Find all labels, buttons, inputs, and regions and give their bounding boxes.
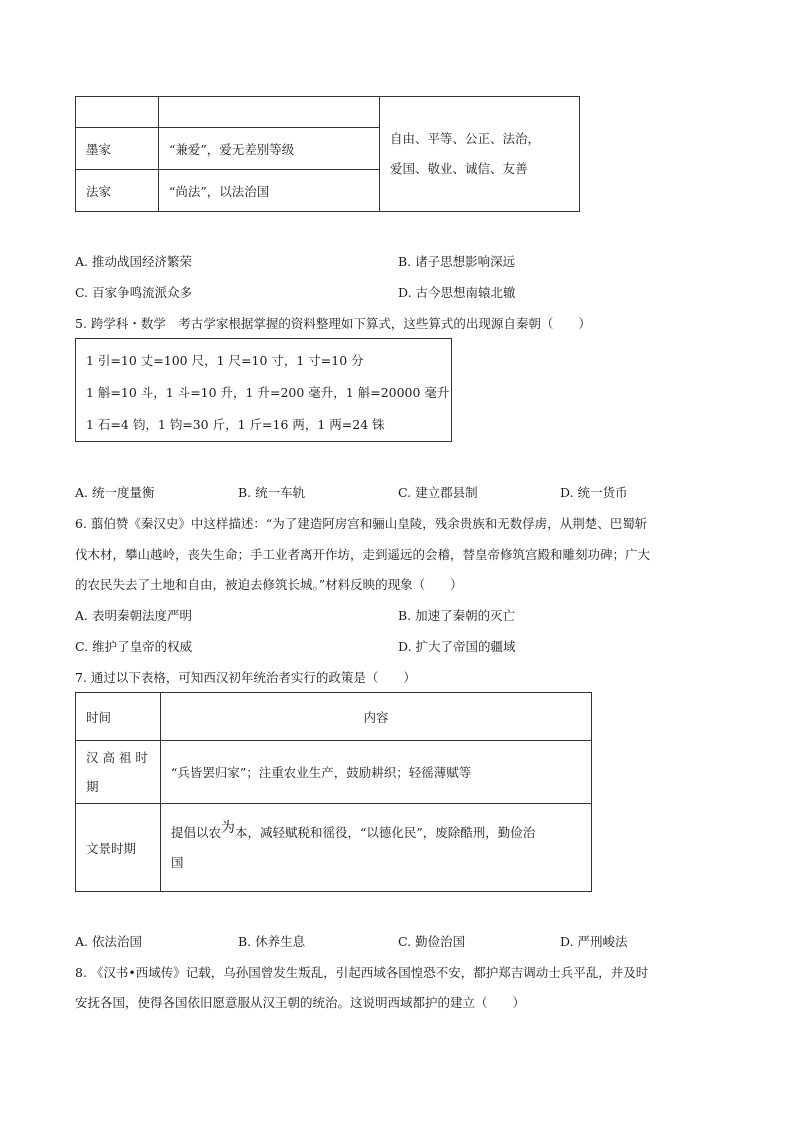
q6-option-b[interactable]: B. 加速了秦朝的灭亡: [398, 608, 516, 623]
q6-option-d[interactable]: D. 扩大了帝国的疆域: [398, 639, 516, 654]
school-idea: “兼爱”，爱无差别等级: [159, 128, 380, 170]
q7-option-b[interactable]: B. 休养生息: [238, 934, 306, 949]
content-raised-char: 为: [221, 820, 236, 836]
q5-stem: 5. 跨学科・数学 考古学家根据掌握的资料整理如下算式，这些算式的出现源自秦朝（ ）: [75, 316, 591, 331]
q4-option-d[interactable]: D. 古今思想南辕北辙: [398, 285, 516, 300]
table-row: [76, 804, 592, 892]
q4-option-c[interactable]: C. 百家争鸣流派众多: [75, 285, 193, 300]
units-line-2: 1 斛=10 斗，1 斗=10 升，1 升=200 毫升，1 斛=20000 毫升: [86, 385, 450, 400]
content-cell: [161, 804, 592, 892]
time-line-1: 汉 高 祖 时: [86, 750, 148, 765]
q4-option-b[interactable]: B. 诸子思想影响深远: [398, 254, 516, 269]
header-time: 时间: [76, 693, 161, 741]
q7-option-d[interactable]: D. 严刑峻法: [560, 934, 628, 949]
policy-table: [75, 692, 592, 892]
q7-option-c[interactable]: C. 勤俭治国: [398, 934, 466, 949]
units-box: [75, 338, 452, 442]
q8-stem-line-2: 安抚各国，使得各国依旧愿意服从汉王朝的统治。这说明西域都护的建立（ ）: [75, 995, 526, 1010]
units-line-3: 1 石=4 钧，1 钧=30 斤，1 斤=16 两，1 两=24 铢: [86, 417, 385, 432]
units-line-1: 1 引=10 丈=100 尺，1 尺=10 寸，1 寸=10 分: [86, 353, 364, 368]
school-name: 法家: [76, 170, 159, 212]
values-line-1: 自由、平等、公正、法治，: [390, 131, 541, 146]
q7-stem: 7. 通过以下表格，可知西汉初年统治者实行的政策是（ ）: [75, 670, 416, 685]
time-line-2: 期: [86, 779, 99, 794]
table-row: [76, 741, 592, 804]
merged-values-cell: [380, 97, 580, 212]
header-content: 内容: [161, 693, 592, 741]
q6-option-a[interactable]: A. 表明秦朝法度严明: [75, 608, 192, 623]
schools-table: [75, 96, 580, 212]
q6-stem-line-3: 的农民失去了土地和自由，被迫去修筑长城。”材料反映的现象（ ）: [75, 577, 463, 592]
table-header-row: [76, 693, 592, 741]
time-cell: [76, 741, 161, 804]
school-name: 墨家: [76, 128, 159, 170]
table-header-cell: [76, 97, 159, 128]
q5-option-a[interactable]: A. 统一度量衡: [75, 485, 155, 500]
q7-option-a[interactable]: A. 依法治国: [75, 934, 142, 949]
q8-stem-line-1: 8. 《汉书•西域传》记载，乌孙国曾发生叛乱，引起西域各国惶恐不安，都护郑吉调动士兵平乱，并及时: [75, 965, 649, 980]
q4-option-a[interactable]: A. 推动战国经济繁荣: [75, 254, 192, 269]
q6-option-c[interactable]: C. 维护了皇帝的权威: [75, 639, 193, 654]
school-idea: “尚法”，以法治国: [159, 170, 380, 212]
q6-stem-line-1: 6. 翦伯赞《秦汉史》中这样描述：“为了建造阿房宫和骊山皇陵，残余贵族和无数俘虏，从荆楚、巴蜀斩: [75, 516, 648, 531]
content-text: 提倡以农: [171, 825, 222, 840]
table-header-cell: [159, 97, 380, 128]
time-cell: 文景时期: [76, 804, 161, 892]
q5-option-d[interactable]: D. 统一货币: [560, 485, 628, 500]
values-line-2: 爱国、敬业、诚信、友善: [390, 161, 528, 176]
content-cell: “兵皆罢归家”；注重农业生产，鼓励耕织；轻徭薄赋等: [161, 741, 592, 804]
content-text: 本，减轻赋税和徭役，“以德化民”，废除酷刑，勤俭治: [235, 825, 536, 840]
content-line-2: 国: [171, 855, 184, 870]
q5-option-b[interactable]: B. 统一车轨: [238, 485, 306, 500]
q6-stem-line-2: 伐木材，攀山越岭，丧失生命；手工业者离开作坊，走到遥远的会稽，替皇帝修筑宫殿和雕刻功碑；广大: [75, 547, 651, 562]
q5-option-c[interactable]: C. 建立郡县制: [398, 485, 478, 500]
